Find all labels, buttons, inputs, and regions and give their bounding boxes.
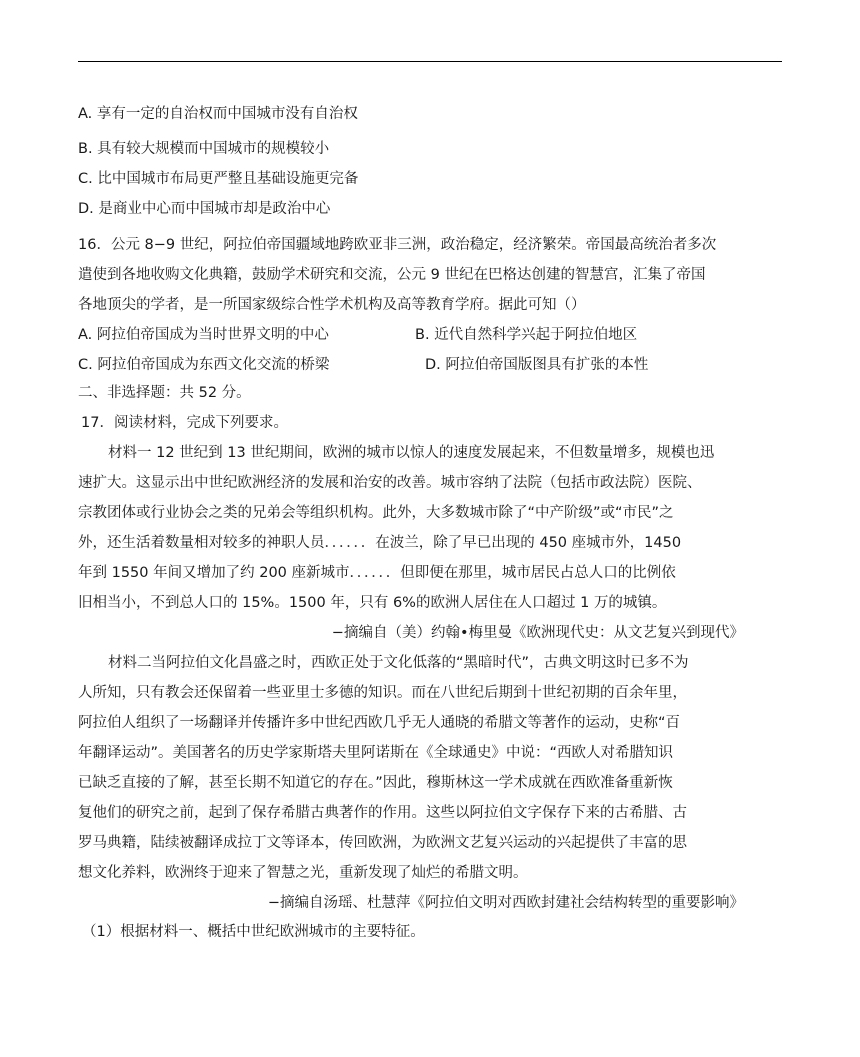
- q16-line-2: 遣使到各地收购文化典籍，鼓励学术研究和交流，公元 9 世纪在巴格达创建的智慧宫，汇集了帝国: [78, 267, 706, 283]
- q16-option-b: B. 近代自然科学兴起于阿拉伯地区: [415, 327, 638, 343]
- material2-line-5: 已缺乏直接的了解，甚至长期不知道它的存在。”因此，穆斯林这一学术成就在西欧准备重新恢: [78, 775, 673, 791]
- q16-option-a: A. 阿拉伯帝国成为当时世界文明的中心: [78, 327, 329, 343]
- material1-line-5: 年到 1550 年间又增加了约 200 座新城市．．．．．．但即便在那里，城市居民占总人口的比例依: [78, 565, 676, 581]
- option-c-prev: C. 比中国城市布局更严整且基础设施更完备: [78, 171, 359, 187]
- material1-line-1: 材料一 12 世纪到 13 世纪期间，欧洲的城市以惊人的速度发展起来，不但数量增多，规模也迅: [108, 445, 715, 461]
- option-a-prev: A. 享有一定的自治权而中国城市没有自治权: [78, 106, 358, 122]
- q16-line-3: 各地顶尖的学者，是一所国家级综合性学术机构及高等教育学府。据此可知（）: [78, 297, 586, 313]
- q16-option-d: D. 阿拉伯帝国版图具有扩张的本性: [425, 357, 649, 373]
- material1-line-4: 外，还生活着数量相对较多的神职人员．．．．．．在波兰，除了早已出现的 450 座城市外，1450: [78, 535, 682, 551]
- material1-source: −摘编自（美）约翰•梅里曼《欧洲现代史：从文艺复兴到现代》: [331, 625, 744, 641]
- material2-line-7: 罗马典籍，陆续被翻译成拉丁文等译本，传回欧洲，为欧洲文艺复兴运动的兴起提供了丰富的思: [78, 835, 687, 851]
- material1-line-3: 宗教团体或行业协会之类的兄弟会等组织机构。此外，大多数城市除了“中产阶级”或“市民”之: [78, 505, 674, 521]
- q16-line-1: 16．公元 8−9 世纪，阿拉伯帝国疆域地跨欧亚非三洲，政治稳定，经济繁荣。帝国最高统治者多次: [78, 237, 717, 253]
- material1-line-2: 速扩大。这显示出中世纪欧洲经济的发展和治安的改善。城市容纳了法院（包括市政法院）医院、: [78, 475, 702, 491]
- material2-line-1: 材料二当阿拉伯文化昌盛之时，西欧正处于文化低落的“黑暗时代”，古典文明这时已多不为: [108, 655, 689, 671]
- material2-line-3: 阿拉伯人组织了一场翻译并传播许多中世纪西欧几乎无人通晓的希腊文等著作的运动，史称“百: [78, 715, 681, 731]
- material2-line-6: 复他们的研究之前，起到了保存希腊古典著作的作用。这些以阿拉伯文字保存下来的古希腊、古: [78, 805, 687, 821]
- top-rule: [78, 61, 782, 62]
- material2-line-2: 人所知，只有教会还保留着一些亚里士多德的知识。而在八世纪后期到十世纪初期的百余年里，: [78, 685, 687, 701]
- q17-subquestion-1: （1）根据材料一、概括中世纪欧洲城市的主要特征。: [82, 924, 425, 940]
- material2-line-4: 年翻译运动”。美国著名的历史学家斯塔夫里阿诺斯在《全球通史》中说：“西欧人对希腊知识: [78, 745, 674, 761]
- section-heading: 二、非选择题：共 52 分。: [78, 385, 251, 401]
- material2-line-8: 想文化养料，欧洲终于迎来了智慧之光，重新发现了灿烂的希腊文明。: [78, 865, 528, 881]
- q17-intro: 17．阅读材料，完成下列要求。: [81, 415, 288, 431]
- material1-line-6: 旧相当小，不到总人口的 15%。1500 年，只有 6%的欧洲人居住在人口超过 1 万的城镇。: [78, 595, 667, 611]
- material2-source: −摘编自汤瑶、杜慧萍《阿拉伯文明对西欧封建社会结构转型的重要影响》: [267, 895, 744, 911]
- option-d-prev: D. 是商业中心而中国城市却是政治中心: [78, 201, 331, 217]
- q16-option-c: C. 阿拉伯帝国成为东西文化交流的桥梁: [78, 357, 330, 373]
- option-b-prev: B. 具有较大规模而中国城市的规模较小: [78, 141, 330, 157]
